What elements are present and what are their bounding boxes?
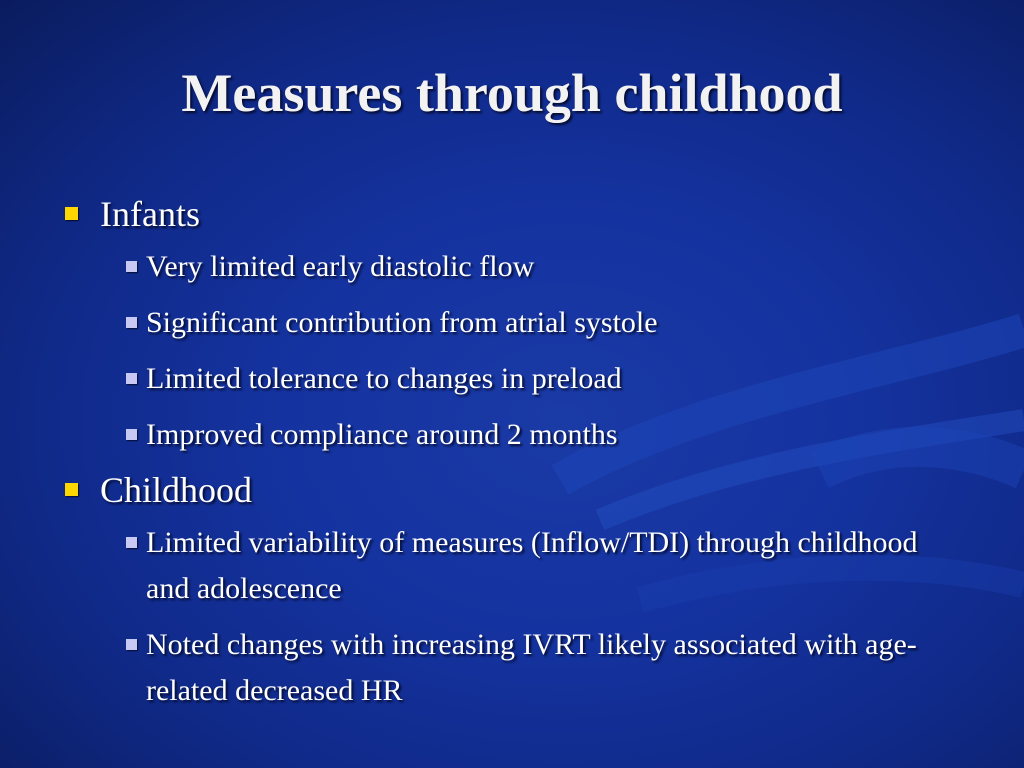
square-bullet-icon [126, 373, 137, 384]
square-bullet-icon [65, 483, 78, 496]
square-bullet-icon [65, 207, 78, 220]
sub-bullet-item [100, 412, 962, 458]
square-bullet-icon [126, 261, 137, 272]
bullet-section-infants [62, 192, 962, 458]
sub-bullet-item [100, 300, 962, 346]
square-bullet-icon [126, 537, 137, 548]
sub-bullet-text: Significant contribution from atrial systole [146, 306, 658, 339]
sub-bullet-text: Improved compliance around 2 months [146, 418, 618, 451]
sub-bullet-text: Limited variability of measures (Inflow/TDI) through childhood and adolescence [146, 526, 918, 605]
sub-bullet-list [100, 520, 962, 714]
bullet-section-childhood [62, 468, 962, 714]
sub-bullet-item [100, 244, 962, 290]
section-label: Infants [100, 194, 200, 234]
sub-bullet-text: Limited tolerance to changes in preload [146, 362, 622, 395]
sub-bullet-list [100, 244, 962, 458]
sub-bullet-text: Very limited early diastolic flow [146, 250, 535, 283]
square-bullet-icon [126, 639, 137, 650]
sub-bullet-text: Noted changes with increasing IVRT likely associated with age-related decreased HR [146, 628, 917, 707]
sub-bullet-item [100, 622, 962, 714]
section-label: Childhood [100, 470, 253, 510]
sub-bullet-item [100, 520, 962, 612]
sub-bullet-item [100, 356, 962, 402]
slide-title: Measures through childhood [181, 63, 843, 123]
square-bullet-icon [126, 317, 137, 328]
bullet-list [62, 192, 962, 724]
square-bullet-icon [126, 429, 137, 440]
